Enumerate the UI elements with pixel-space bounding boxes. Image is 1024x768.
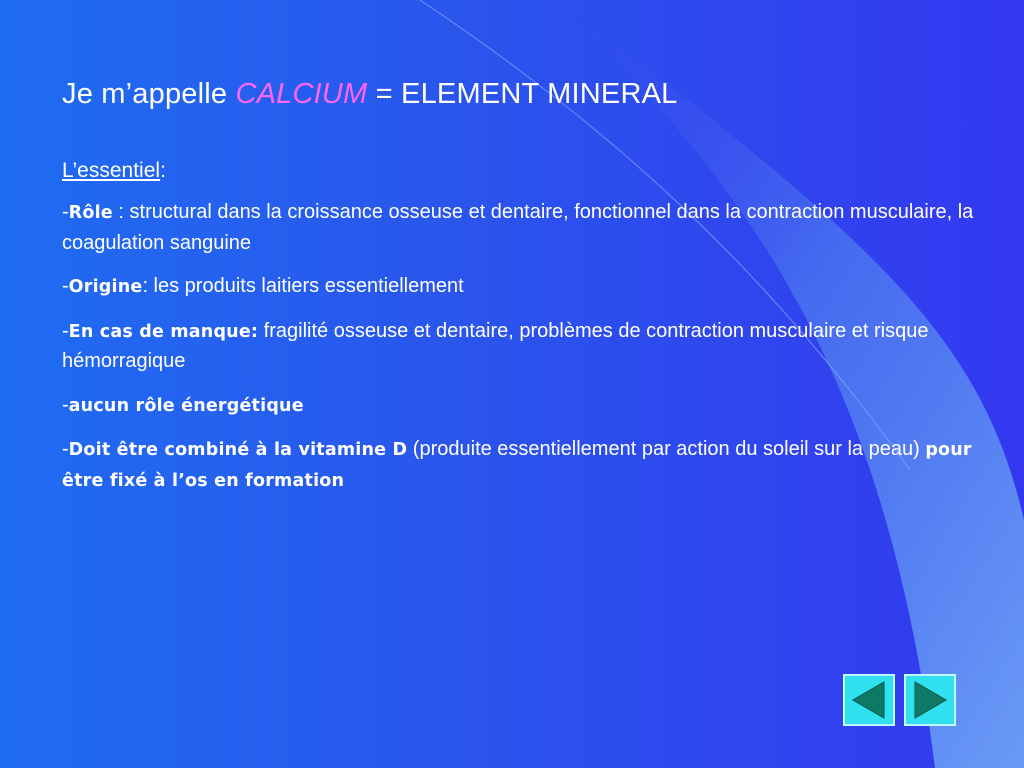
title-prefix: Je m’appelle	[62, 78, 236, 110]
section-heading-colon: :	[160, 159, 166, 182]
slide-content	[62, 76, 982, 496]
bullet-dash: -	[62, 275, 69, 297]
bullet-bold: aucun rôle énergétique	[68, 395, 304, 416]
title-suffix: = ELEMENT MINERAL	[367, 78, 678, 110]
triangle-left-icon	[845, 676, 893, 724]
next-slide-button[interactable]	[904, 674, 956, 726]
bullet-bold: Rôle	[68, 203, 113, 223]
bullet-role	[62, 198, 982, 258]
bullet-dash: -	[62, 438, 69, 460]
bullet-vitamin-d	[62, 435, 982, 496]
triangle-right-icon	[906, 676, 954, 724]
bullet-text: (produite essentiellement par action du soleil sur la peau)	[407, 438, 926, 460]
bullet-deficiency	[62, 317, 982, 377]
section-heading	[62, 158, 982, 184]
bullet-bold: Doit être combiné à la vitamine D	[68, 440, 408, 460]
slide-title	[62, 76, 982, 112]
bullet-bold: En cas de manque:	[68, 321, 259, 342]
bullet-text: fragilité osseuse et dentaire, problèmes de contraction musculaire et risque hémorragique	[62, 319, 929, 372]
bullet-energy	[62, 391, 982, 422]
section-heading-label: L’essentiel	[62, 159, 161, 182]
bullet-dash: -	[62, 393, 69, 416]
bullet-dash: -	[62, 201, 69, 223]
bullet-bold-end: pour être fixé à l’os en formation	[62, 440, 972, 491]
title-accent: CALCIUM	[235, 78, 368, 110]
bullet-bold: Origine	[68, 277, 143, 297]
bullet-dash: -	[62, 319, 69, 342]
bullet-origin	[62, 272, 982, 303]
bullet-text: : les produits laitiers essentiellement	[142, 275, 464, 297]
bullet-text: : structural dans la croissance osseuse et dentaire, fonctionnel dans la contraction musculaire, la coagulation sanguine	[62, 201, 974, 254]
previous-slide-button[interactable]	[843, 674, 895, 726]
